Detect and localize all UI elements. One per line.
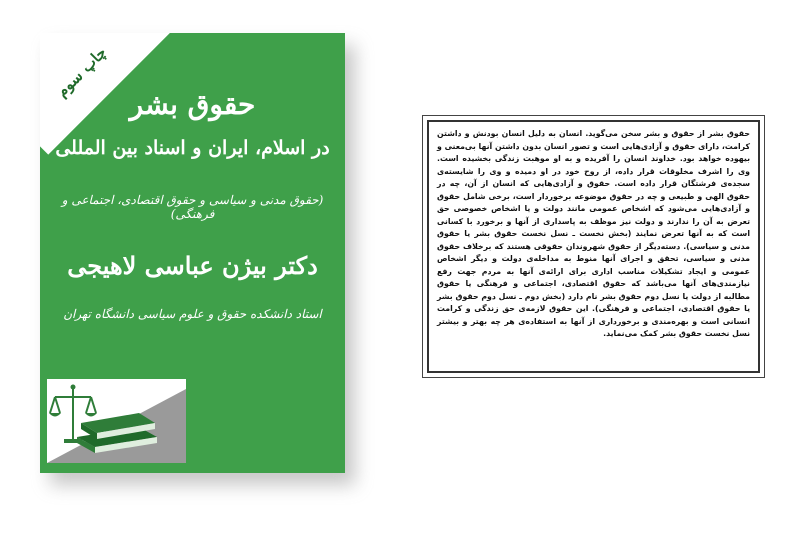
- emblem-frame: [44, 376, 189, 466]
- cover-face: [40, 33, 345, 473]
- description-inner-border: [427, 120, 760, 373]
- author-affiliation: استاد دانشکده حقوق و علوم سیاسی دانشگاه تهران: [63, 307, 322, 321]
- book-subtitle-parenthetical: (حقوق مدنی و سیاسی و حقوق اقتصادی، اجتماعی و فرهنگی): [61, 193, 324, 221]
- author-name: دکتر بیژن عباسی لاهیجی: [67, 251, 318, 280]
- edition-label: چاپ سوم: [52, 43, 110, 101]
- description-text: حقوق بشر از حقوق و بشر سخن می‌گوید. انسان به دلیل انسان بودنش و داشتن کرامت، دارای حقوق و آزادی‌هایی است و تصور انسان بدون داشتن آنها بی‌معنی و بیهوده خواهد بود. خداوند انسان را آفریده و به او موهبت زندگی بخشیده است. وی را اشرف مخلوقات قرار داده، از روح خود در او دمیده و وی را شایسته‌ی سجده‌ی فرشتگان قرار داده است. حقوق و آزادی‌هایی که انسان از آن، چه در حقوق الهی و طبیعی و چه در حقوق موضوعه برخوردار است، برخی شامل حقوق و آزادی‌هایی می‌شود که اشخاص عمومی مانند دولت و یا اشخاص خصوصی حق تعرض به آن را ندارند و دولت نیز موظف به پاسداری از آنها و برخورد با کسانی است که به آنها تعرض نمایند (بخش نخست ـ نسل نخست حقوق بشر یا حقوق مدنی و سیاسی). دسته‌دیگر از حقوق شهروندان حقوقی هستند که برخلاف حقوق مدنی و سیاسی، تحقق و اجرای آنها منوط به مداخله‌ی دولت و دیگر اشخاص عمومی و ایجاد تشکیلات مناسب اداری برای ارائه‌ی آنها به مردم جهت رفع نیازمندی‌های آنها می‌باشد که حقوق اقتصادی، اجتماعی و فرهنگی یا حقوق مطالبه از دولت یا نسل دوم حقوق بشر نام دارد (بخش دوم ـ نسل دوم حقوق بشر یا حقوق اقتصادی، اجتماعی و فرهنگی). این حقوق لازمه‌ی حق زندگی و کرامت انسانی است و بهره‌مندی و برخورداری از آنها به استفاده‌ی هر چه بهتر و بیشتر نسل نخست حقوق بشر کمک می‌نماید.: [437, 129, 750, 338]
- scales-and-books-icon: [47, 379, 186, 463]
- book-cover: [40, 33, 345, 473]
- description-panel: [422, 115, 765, 378]
- book-title: حقوق بشر: [129, 88, 256, 121]
- book-subtitle: در اسلام، ایران و اسناد بین المللی: [55, 137, 330, 159]
